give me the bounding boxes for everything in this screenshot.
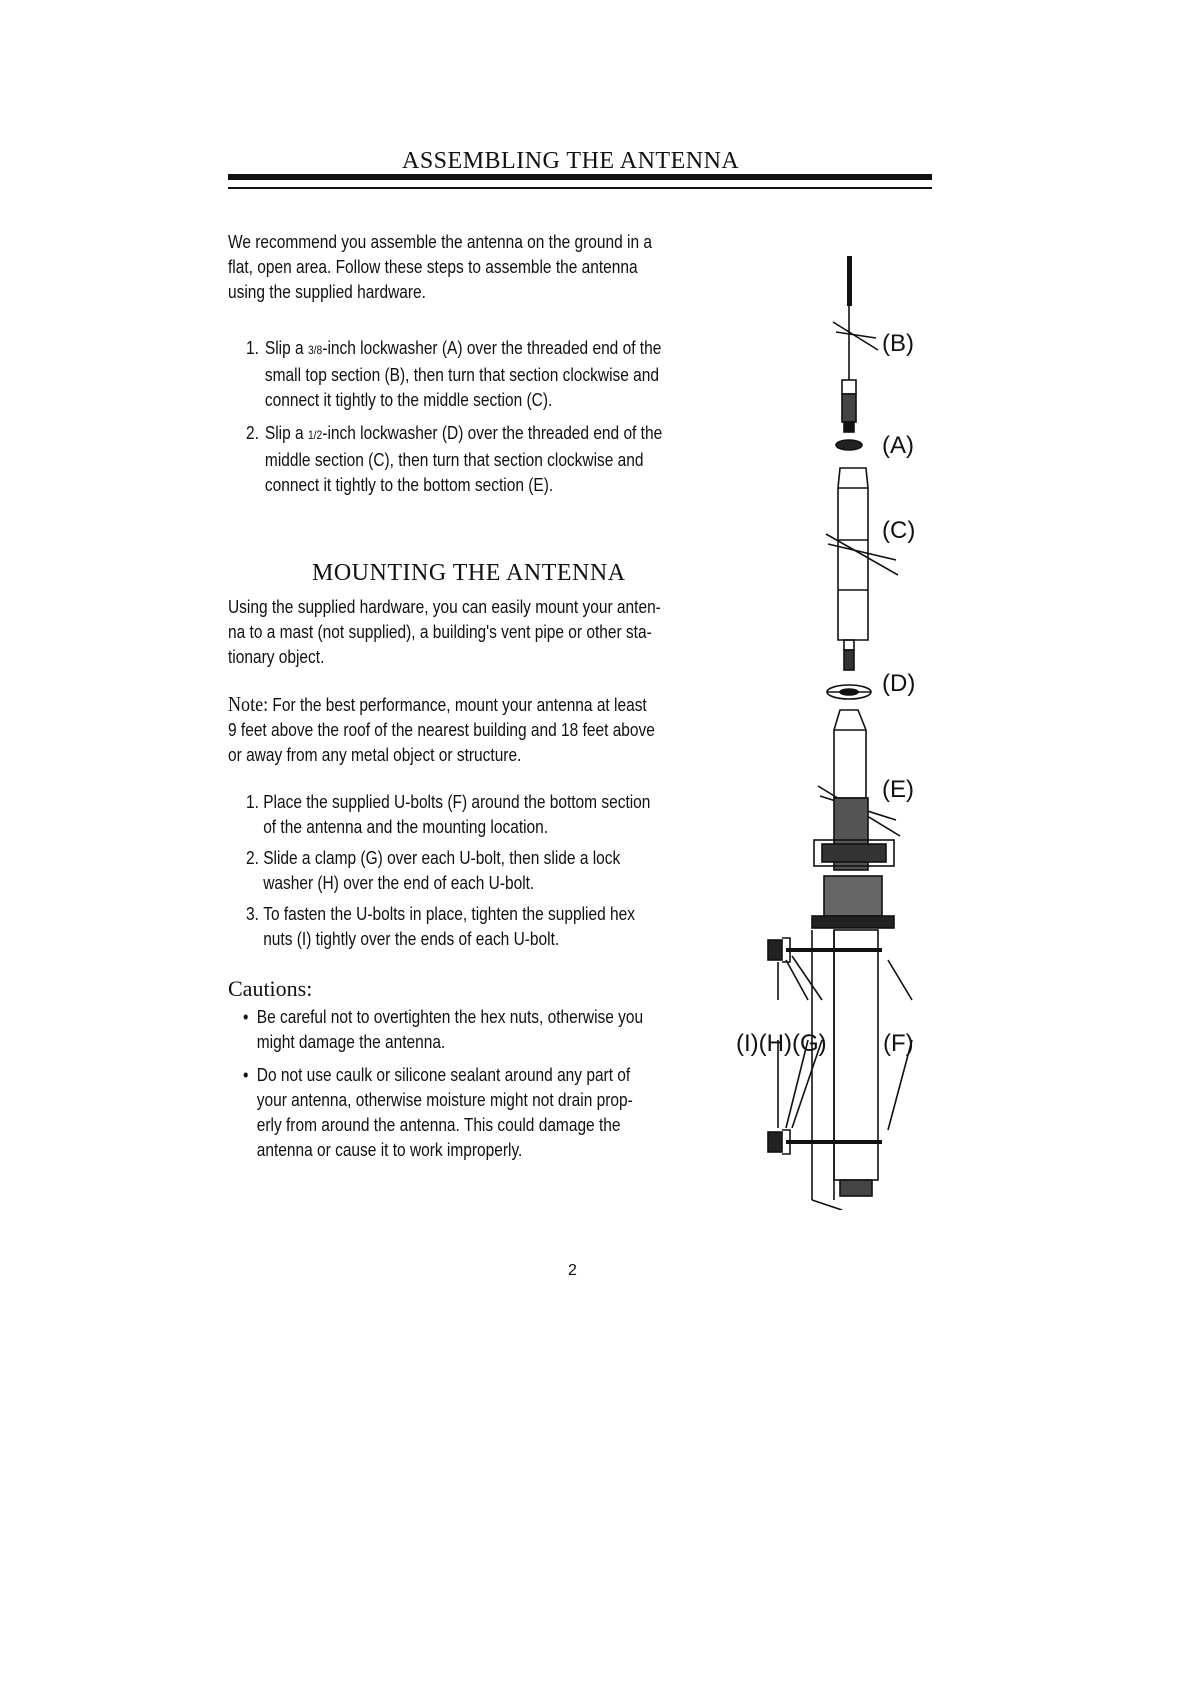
leader-b [833, 322, 878, 350]
antenna-assembly-figure [730, 240, 940, 1210]
leader-f [888, 960, 912, 1000]
u-bolt-upper [786, 948, 882, 952]
step-number: 1. [246, 338, 259, 358]
step-number: 2. [246, 423, 259, 443]
hex-nut-upper [768, 940, 782, 960]
whip-shoulder [842, 380, 856, 394]
section-heading-mounting: MOUNTING THE ANTENNA [312, 560, 626, 586]
mounting-intro-line: na to a mast (not supplied), a building's vent pipe or other sta- [228, 622, 652, 642]
step-text: connect it tightly to the middle section (C). [264, 390, 553, 410]
intro-line: We recommend you assemble the antenna on the ground in a [228, 232, 652, 252]
step-text: middle section (C), then turn that section clockwise and [264, 450, 644, 470]
lockwasher-a [836, 440, 862, 450]
fraction: 3/8 [307, 343, 323, 357]
note-paragraph [228, 692, 655, 768]
bottom-section-e [834, 710, 866, 798]
step-text: Slide a clamp (G) over each U-bolt, then slide a lock [263, 848, 621, 868]
intro-paragraph [228, 230, 652, 305]
mounting-intro-paragraph [228, 595, 661, 670]
assembly-step [246, 336, 662, 413]
heading-rule-thin [228, 187, 932, 189]
leader-h [786, 960, 808, 1000]
whip-tip [847, 256, 852, 306]
step-text: of the antenna and the mounting location. [263, 817, 549, 837]
caution-text: your antenna, otherwise moisture might not drain prop- [256, 1090, 633, 1110]
mounting-intro-line: tionary object. [228, 647, 325, 667]
caution-item [243, 1063, 643, 1163]
figure-label-e: (E) [882, 776, 914, 803]
intro-line: flat, open area. Follow these steps to assemble the antenna [228, 257, 638, 277]
caution-text: erly from around the antenna. This could damage the [256, 1115, 621, 1135]
caution-text: Do not use caulk or silicone sealant around any part of [256, 1065, 631, 1085]
step-text: Slip a 1/2-inch lockwasher (D) over the threaded end of the [264, 423, 663, 443]
figure-label-b: (B) [882, 330, 914, 357]
mounting-step [246, 902, 650, 952]
note-line: 9 feet above the roof of the nearest building and 18 feet above [228, 720, 655, 740]
lock-ring [812, 916, 894, 928]
figure-label-d: (D) [882, 670, 916, 697]
figure-label-f: (F) [883, 1030, 914, 1057]
bullet-icon: • [243, 1007, 249, 1027]
note-line: Note: For the best performance, mount your antenna at least [228, 692, 647, 716]
page-number: 2 [568, 1262, 577, 1279]
assembly-step-list [246, 336, 662, 498]
mounting-step [246, 846, 650, 896]
cautions-heading: Cautions: [228, 976, 313, 1001]
mounting-step-list [246, 790, 650, 952]
step-number: 2. [246, 848, 259, 868]
mounting-intro-line: Using the supplied hardware, you can easily mount your anten- [228, 597, 661, 617]
caution-text: might damage the antenna. [256, 1032, 446, 1052]
figure-label-a: (A) [882, 432, 914, 459]
note-line: or away from any metal object or structure. [228, 745, 522, 765]
figure-label-ihg: (I)(H)(G) [736, 1030, 827, 1057]
step-number: 3. [246, 904, 259, 924]
hex-nut-lower [768, 1132, 782, 1152]
intro-line: using the supplied hardware. [228, 282, 426, 302]
middle-section-c [838, 468, 868, 640]
caution-text: antenna or cause it to work improperly. [256, 1140, 523, 1160]
mounting-step [246, 790, 650, 840]
step-text: washer (H) over the end of each U-bolt. [263, 873, 535, 893]
note-lead: Note: [228, 692, 269, 716]
bullet-icon: • [243, 1065, 249, 1085]
step-number: 1. [246, 792, 259, 812]
step-text: connect it tightly to the bottom section (E). [264, 475, 554, 495]
step-text: To fasten the U-bolts in place, tighten the supplied hex [263, 904, 635, 924]
assembly-step [246, 421, 662, 498]
middle-thread [844, 650, 854, 670]
fraction: 1/2 [307, 428, 323, 442]
step-text: small top section (B), then turn that section clockwise and [264, 365, 659, 385]
whip-thread [842, 394, 856, 422]
step-text: Slip a 3/8-inch lockwasher (A) over the threaded end of the [264, 338, 662, 358]
heading-rule-thick [228, 174, 932, 180]
u-bolt-lower [786, 1140, 882, 1144]
caution-text: Be careful not to overtighten the hex nuts, otherwise you [256, 1007, 644, 1027]
section-heading-assembling: ASSEMBLING THE ANTENNA [402, 148, 740, 174]
step-text: nuts (I) tightly over the ends of each U-bolt. [263, 929, 560, 949]
cautions-list [243, 1005, 643, 1163]
step-text: Place the supplied U-bolts (F) around the bottom section [263, 792, 651, 812]
figure-label-c: (C) [882, 517, 916, 544]
caution-item [243, 1005, 643, 1055]
